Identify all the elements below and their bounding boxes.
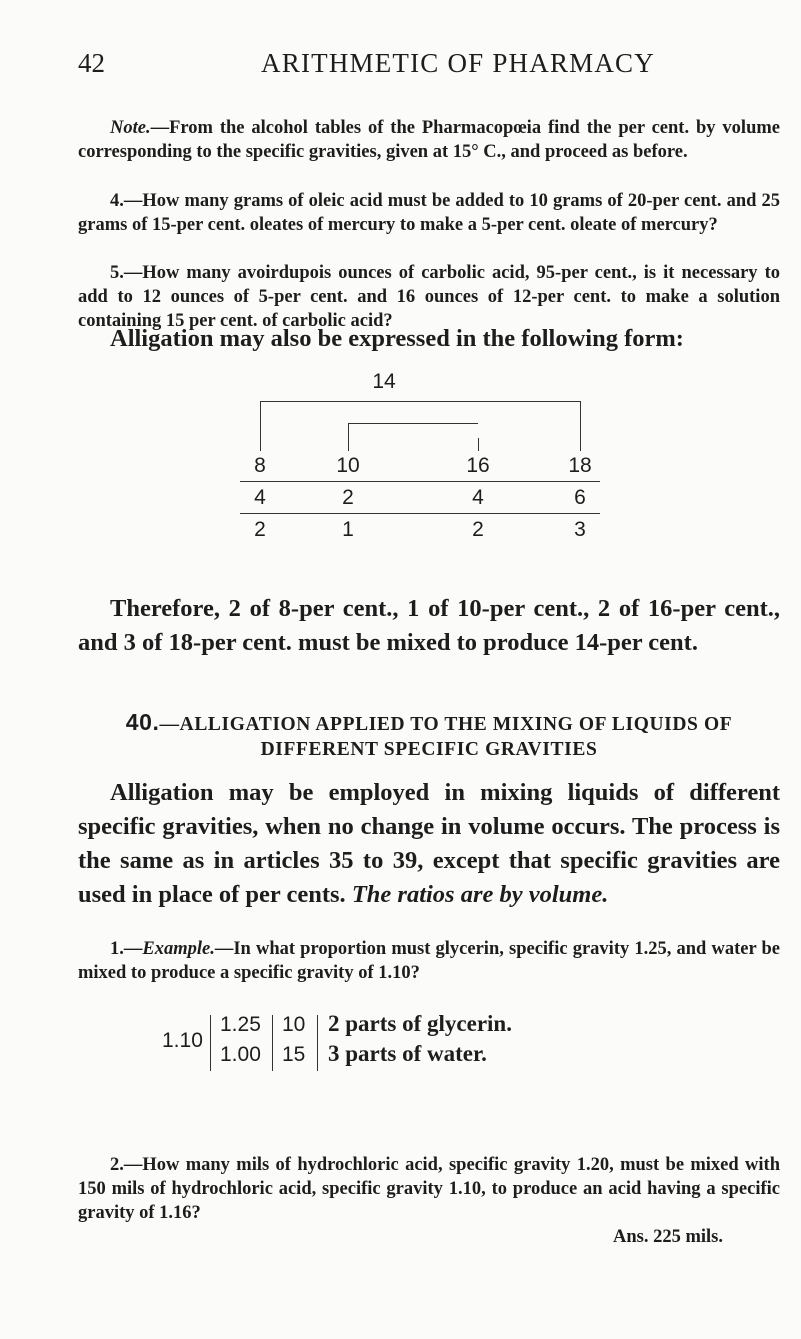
rule-1 (240, 481, 600, 482)
inner-bracket (348, 423, 478, 424)
body-paragraph (78, 776, 780, 912)
result-2: 3 parts of water. (328, 1041, 487, 1066)
example-text: —In what proportion must glycerin, specific gravity 1.25, and water be mixed to produce a specific gravity of 1.10? (78, 939, 780, 983)
difference-1: 4 (254, 486, 266, 509)
difference-3: 4 (472, 486, 484, 509)
ratio-3: 2 (472, 518, 484, 541)
section-title-line2: DIFFERENT SPECIFIC GRAVITIES (260, 739, 598, 760)
rule-2 (240, 513, 600, 514)
gravity-1: 1.25 (220, 1013, 261, 1036)
problem-4: 4.—How many grams of oleic acid must be added to 10 grams of 20-per cent. and 25 grams of 15-per cent. oleates of mercury to make a 5-per cent. oleate of mercury? (78, 191, 780, 235)
example-label: Example. (142, 939, 215, 959)
example-prefix: 1.— (110, 939, 143, 959)
section-title-line1: —ALLIGATION APPLIED TO THE MIXING OF LIQUIDS OF (159, 714, 733, 735)
problem-2: 2.—How many mils of hydrochloric acid, specific gravity 1.20, must be mixed with 150 mils of hydrochloric acid, specific gravity 1.10, to produce an acid having a specific gravity of 1.16? (78, 1155, 780, 1223)
page-number: 42 (78, 48, 105, 78)
ratio-4: 3 (574, 518, 586, 541)
strength-1: 8 (254, 454, 266, 477)
diagram-mean: 14 (372, 370, 396, 393)
problem-5: 5.—How many avoirdupois ounces of carbolic acid, 95-per cent., is it necessary to add to 12 ounces of 5-per cent. and 16 ounces of 12-per cent. to make a solution containing 15 per cent. of carbolic acid? (78, 263, 780, 331)
ratio-1: 2 (254, 518, 266, 541)
result-1: 2 parts of glycerin. (328, 1011, 512, 1036)
answer-2: Ans. 225 mils. (613, 1227, 723, 1247)
running-title: ARITHMETIC OF PHARMACY (261, 48, 655, 78)
difference-4: 6 (574, 486, 586, 509)
note-paragraph (78, 116, 780, 164)
gravity-2: 1.00 (220, 1043, 261, 1066)
alligation-diagram (240, 370, 620, 580)
section-number: 40. (125, 709, 160, 735)
difference-2: 2 (342, 486, 354, 509)
section-40-heading (78, 710, 780, 762)
note-text: —From the alcohol tables of the Pharmacopœia find the per cent. by volume corresponding to the specific gravities, given at 15° C., and proceed as before. (78, 118, 780, 162)
diff-1: 10 (282, 1013, 306, 1036)
example-mean: 1.10 (162, 1029, 203, 1052)
strength-4: 18 (568, 454, 592, 477)
body-text: Alligation may be employed in mixing liquids of different specific gravities, when no change in volume occurs. The process is the same as in articles 35 to 39, except that specific gravities are used in place of per cents. (78, 779, 780, 908)
alligation-form-intro: Alligation may also be expressed in the following form: (110, 325, 684, 352)
note-label: Note. (110, 118, 151, 138)
example-paragraph (78, 937, 780, 985)
therefore-paragraph: Therefore, 2 of 8-per cent., 1 of 10-per cent., 2 of 16-per cent., and 3 of 18-per cent. must be mixed to produce 14-per cent. (78, 595, 780, 656)
page-header (78, 48, 778, 88)
ratio-2: 1 (342, 518, 354, 541)
body-italic: The ratios are by volume. (351, 881, 609, 908)
example-alligation (162, 1013, 662, 1073)
strength-3: 16 (466, 454, 490, 477)
strength-2: 10 (336, 454, 360, 477)
outer-bracket (260, 401, 580, 402)
diff-2: 15 (282, 1043, 306, 1066)
